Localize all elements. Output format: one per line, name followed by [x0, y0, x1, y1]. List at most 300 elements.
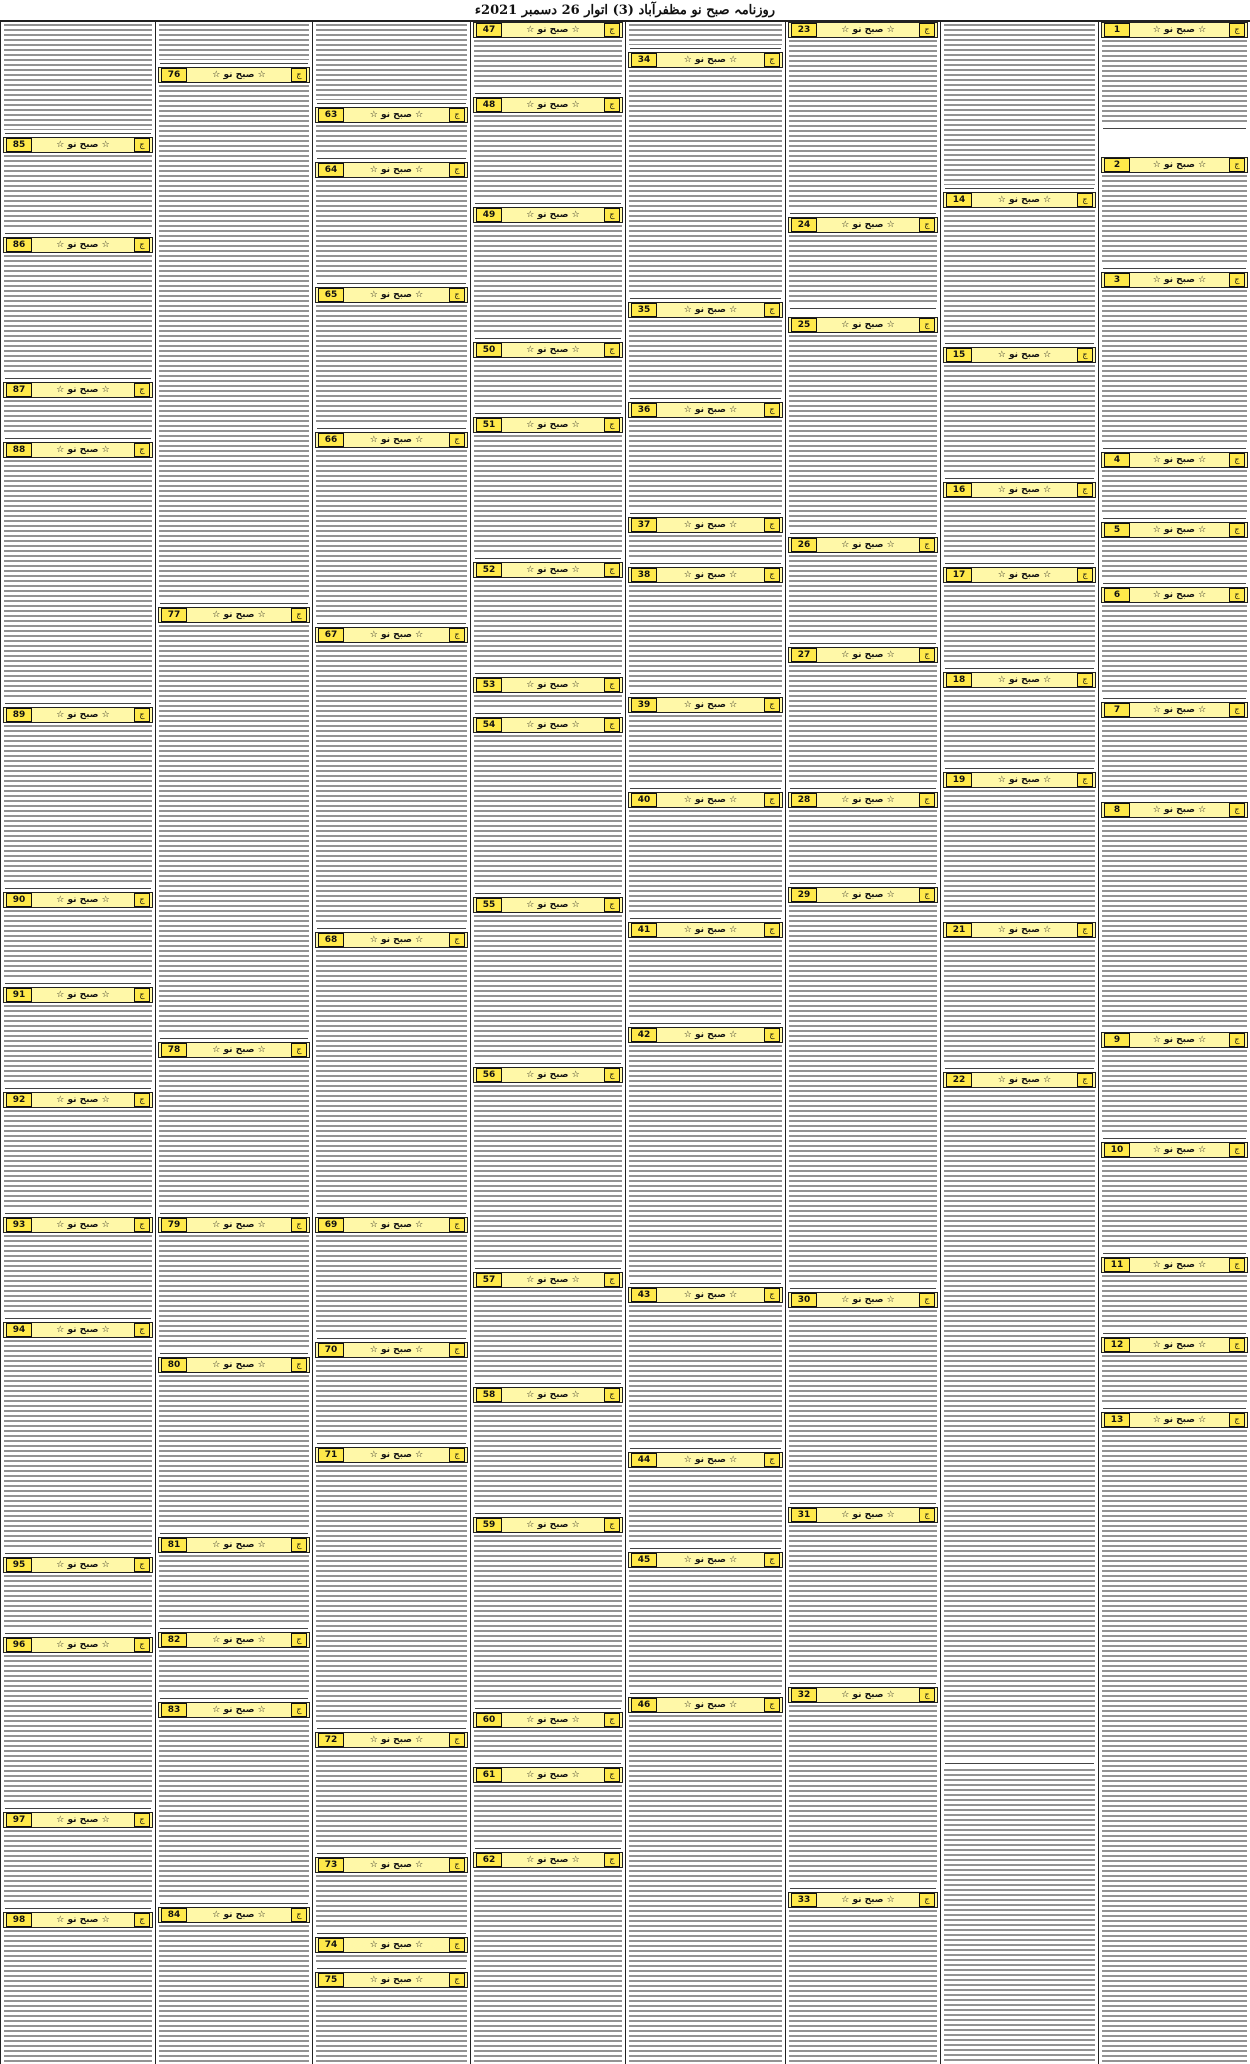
notice-74 [313, 1937, 470, 1967]
notice-separator [317, 428, 466, 429]
notice-header [315, 932, 468, 948]
notice-number: 42 [631, 1028, 657, 1042]
notice-header [3, 892, 153, 908]
notice-number: 91 [6, 988, 32, 1002]
notice-stamp: ☆ صبح نو ☆ [212, 70, 266, 80]
notice-stamp: ☆ صبح نو ☆ [212, 610, 266, 620]
notice-stamp: ☆ صبح نو ☆ [997, 485, 1052, 495]
notice-header [3, 1557, 153, 1573]
notice-stamp: ☆ صبح نو ☆ [1152, 455, 1207, 465]
notice-badge: ج [764, 1288, 780, 1302]
notice-header [315, 1342, 468, 1358]
notice-number: 39 [631, 698, 657, 712]
notice-body-text [1102, 1430, 1247, 2062]
notice-stamp: ☆ صبح نو ☆ [1152, 1035, 1207, 1045]
notice-number: 38 [631, 568, 657, 582]
notice-badge: ج [134, 1813, 150, 1827]
notice-stamp: ☆ صبح نو ☆ [683, 795, 738, 805]
notice-number: 73 [318, 1858, 344, 1872]
notice-badge: ج [1229, 453, 1245, 467]
column-8 [0, 22, 155, 2064]
notice-body-text [944, 500, 1095, 560]
notice-badge: ج [604, 343, 620, 357]
notice-badge: ج [291, 1218, 307, 1232]
notice-header [1101, 1337, 1248, 1353]
notice-badge: ج [449, 1938, 465, 1952]
notice-body-text [474, 1785, 622, 1845]
notice-41 [626, 922, 785, 1022]
notice-number: 36 [631, 403, 657, 417]
notice-28 [786, 792, 940, 882]
notice-number: 65 [318, 288, 344, 302]
notice-68 [313, 932, 470, 1212]
notice-body-text [316, 305, 467, 425]
notice-body-text [629, 940, 782, 1020]
notice-78 [156, 1042, 312, 1212]
notice-35 [626, 302, 785, 397]
notice-number: 17 [946, 568, 972, 582]
notice-body-text [944, 24, 1095, 185]
notice-separator [1103, 128, 1246, 129]
notice-badge: ج [1229, 1338, 1245, 1352]
notice-body-text [629, 320, 782, 395]
notice-number: 85 [6, 138, 32, 152]
notice-stamp: ☆ صبح نو ☆ [56, 710, 110, 720]
notice-stamp: ☆ صبح نو ☆ [369, 435, 424, 445]
notice-header [788, 1507, 938, 1523]
notice-number: 52 [476, 563, 502, 577]
notice-badge: ج [1077, 348, 1093, 362]
notice-body-text [629, 810, 782, 915]
notice-body-text [1102, 175, 1247, 265]
notice-body-text [474, 1730, 622, 1760]
notice-header [943, 1072, 1096, 1088]
notice-separator [475, 1383, 621, 1384]
notice-badge: ج [919, 1688, 935, 1702]
notice-badge: ج [134, 1323, 150, 1337]
notice-separator [317, 1443, 466, 1444]
notice-badge: ج [604, 208, 620, 222]
notice-stamp: ☆ صبح نو ☆ [1152, 160, 1207, 170]
notice-number: 49 [476, 208, 502, 222]
notice-separator [5, 1808, 151, 1809]
notice-87 [1, 382, 155, 437]
notice-header [3, 987, 153, 1003]
notice-body-text [4, 1830, 152, 1905]
notice-stamp: ☆ صبح نو ☆ [841, 1895, 895, 1905]
notice-92 [1, 1092, 155, 1212]
notice-30 [786, 1292, 940, 1502]
notice-badge: ج [764, 403, 780, 417]
notice-stamp: ☆ صبح نو ☆ [369, 1345, 424, 1355]
notice-header [788, 887, 938, 903]
notice-badge: ج [919, 1293, 935, 1307]
notice-stamp: ☆ صبح نو ☆ [683, 305, 738, 315]
notice-31 [786, 1507, 940, 1682]
notice-separator [160, 1903, 308, 1904]
notice-number: 77 [161, 608, 187, 622]
notice-34 [626, 52, 785, 297]
notice-18 [941, 672, 1098, 767]
notice-number: 86 [6, 238, 32, 252]
notice-66 [313, 432, 470, 622]
notice-header [788, 217, 938, 233]
notice-number: 50 [476, 343, 502, 357]
notice-header [1101, 587, 1248, 603]
notice-body-text [4, 400, 152, 435]
notice-body-text [789, 1525, 937, 1680]
notice-number: 75 [318, 1973, 344, 1987]
notice-54 [471, 717, 625, 892]
notice-badge: ج [919, 1893, 935, 1907]
notice-badge: ج [604, 1388, 620, 1402]
masthead: روزنامہ صبح نو مظفرآباد (3) اتوار 26 دسمبر 2021ء [0, 0, 1250, 22]
notice-number: 83 [161, 1703, 187, 1717]
notice-number: 67 [318, 628, 344, 642]
notice-body-text [316, 180, 467, 280]
notice-stamp: ☆ صبح نو ☆ [369, 165, 424, 175]
notice-number: 2 [1104, 158, 1130, 172]
notice-separator [317, 1933, 466, 1934]
notice-stamp: ☆ صبح نو ☆ [841, 320, 895, 330]
notice-header [1101, 1142, 1248, 1158]
notice-separator [160, 1533, 308, 1534]
notice-separator [5, 1633, 151, 1634]
notice-stamp: ☆ صبح نو ☆ [526, 345, 580, 355]
notice-header [943, 922, 1096, 938]
notice-header [315, 1217, 468, 1233]
notice-body-text [4, 1235, 152, 1315]
notice-header [3, 382, 153, 398]
notice-header [3, 1092, 153, 1108]
notice-header [788, 317, 938, 333]
notice-header [473, 897, 623, 913]
notice-separator [160, 1628, 308, 1629]
notice-number: 59 [476, 1518, 502, 1532]
notice-separator [5, 378, 151, 379]
notice-body-text [4, 1930, 152, 2062]
notice-77 [156, 607, 312, 1037]
notice-number: 28 [791, 793, 817, 807]
notice-45 [626, 1552, 785, 1692]
column-3 [785, 22, 940, 2064]
notice-badge: ج [604, 1853, 620, 1867]
notice-header [1101, 1412, 1248, 1428]
notice-body-text [1102, 1160, 1247, 1250]
notice-badge: ج [134, 708, 150, 722]
notice-number: 94 [6, 1323, 32, 1337]
notice-body-text [159, 85, 309, 600]
notice-badge: ج [919, 888, 935, 902]
notice-header [473, 342, 623, 358]
notice-52 [471, 562, 625, 672]
notice-badge: ج [449, 433, 465, 447]
notice-number: 76 [161, 68, 187, 82]
notice-stamp: ☆ صبح نو ☆ [369, 1220, 424, 1230]
notice-separator [1103, 1253, 1246, 1254]
notice-body-text [159, 1720, 309, 1900]
notice-stamp: ☆ صبح نو ☆ [56, 1915, 110, 1925]
notice-body-text [629, 420, 782, 510]
notice-number: 89 [6, 708, 32, 722]
notice-badge: ج [764, 1553, 780, 1567]
notice-body-text [629, 1305, 782, 1445]
notice-15 [941, 347, 1098, 477]
notice-body-text [1102, 1050, 1247, 1135]
notice-body-text [474, 1870, 622, 2062]
notice-body-text [1102, 1355, 1247, 1405]
notice-body-text [4, 1340, 152, 1550]
notice-49 [471, 207, 625, 337]
notice-stamp: ☆ صبح نو ☆ [683, 1700, 738, 1710]
notice-header [1101, 702, 1248, 718]
notice-separator [790, 533, 936, 534]
notice-body-text [944, 1769, 1095, 2062]
column-4 [625, 22, 785, 2064]
notice-badge: ج [604, 1068, 620, 1082]
notice-separator [5, 133, 151, 134]
notice-number: 23 [791, 23, 817, 37]
notice-number: 15 [946, 348, 972, 362]
notice-number: 66 [318, 433, 344, 447]
notice-header [473, 1517, 623, 1533]
notice-header [315, 627, 468, 643]
notice-82 [156, 1632, 312, 1697]
notice-body-text [316, 645, 467, 925]
notice-number: 18 [946, 673, 972, 687]
notice-separator [5, 1088, 151, 1089]
notice-separator [630, 1283, 781, 1284]
notice-separator [5, 233, 151, 234]
notice-body-text [159, 625, 309, 1035]
notice-c4-top [626, 22, 785, 47]
notice-separator [790, 308, 936, 309]
notice-header [1101, 157, 1248, 173]
notice-badge: ج [1229, 588, 1245, 602]
notice-73 [313, 1857, 470, 1932]
notice-number: 8 [1104, 803, 1130, 817]
notice-stamp: ☆ صبح نو ☆ [997, 1075, 1052, 1085]
notice-badge: ج [134, 893, 150, 907]
notice-separator [317, 1338, 466, 1339]
notice-stamp: ☆ صبح نو ☆ [369, 1450, 424, 1460]
notice-header [788, 22, 938, 38]
notice-body-text [944, 1090, 1095, 1760]
notice-badge: ج [1077, 1073, 1093, 1087]
notice-header [158, 1357, 310, 1373]
notice-12 [1099, 1337, 1250, 1407]
notice-separator [945, 1763, 1094, 1764]
notice-c7-top [156, 22, 312, 62]
notice-badge: ج [134, 1638, 150, 1652]
notice-badge: ج [764, 1698, 780, 1712]
notice-14 [941, 192, 1098, 342]
notice-separator [475, 713, 621, 714]
notice-badge: ج [449, 1733, 465, 1747]
notice-stamp: ☆ صبح نو ☆ [526, 210, 580, 220]
notice-separator [1103, 1138, 1246, 1139]
notice-separator [945, 668, 1094, 669]
notice-badge: ج [134, 138, 150, 152]
notice-body-text [789, 1310, 937, 1500]
notice-53 [471, 677, 625, 712]
notice-header [788, 1892, 938, 1908]
notice-number: 68 [318, 933, 344, 947]
notice-79 [156, 1217, 312, 1352]
column-1 [1098, 22, 1250, 2064]
notice-body-text [316, 125, 467, 155]
notice-header [628, 792, 783, 808]
notice-header [943, 772, 1096, 788]
notice-stamp: ☆ صبح نو ☆ [56, 140, 110, 150]
notice-stamp: ☆ صبح نو ☆ [369, 110, 424, 120]
notice-badge: ج [919, 793, 935, 807]
notice-number: 51 [476, 418, 502, 432]
notice-33 [786, 1892, 940, 2064]
notice-stamp: ☆ صبح نو ☆ [212, 1540, 266, 1550]
notice-badge: ج [1077, 923, 1093, 937]
notice-stamp: ☆ صبح نو ☆ [526, 1770, 580, 1780]
notice-56 [471, 1067, 625, 1267]
notice-badge: ج [604, 563, 620, 577]
notice-number: 22 [946, 1073, 972, 1087]
notice-body-text [4, 1110, 152, 1210]
notice-badge: ج [1077, 773, 1093, 787]
notice-51 [471, 417, 625, 557]
notice-47 [471, 22, 625, 92]
notice-body-text [789, 40, 937, 210]
notice-separator [1103, 583, 1246, 584]
notice-badge: ج [604, 1518, 620, 1532]
notice-58 [471, 1387, 625, 1512]
notice-body-text [1102, 290, 1247, 445]
notice-header [628, 402, 783, 418]
notice-body-text [474, 735, 622, 890]
notice-body-text [159, 1650, 309, 1695]
notice-separator [945, 1068, 1094, 1069]
notice-76 [156, 67, 312, 602]
notice-stamp: ☆ صبح نو ☆ [56, 240, 110, 250]
notice-8 [1099, 802, 1250, 1032]
notice-29 [786, 887, 940, 1287]
notice-separator [475, 893, 621, 894]
notice-header [628, 1027, 783, 1043]
notice-number: 70 [318, 1343, 344, 1357]
notice-badge: ج [291, 1703, 307, 1717]
notice-badge: ج [449, 1218, 465, 1232]
notice-stamp: ☆ صبح نو ☆ [1152, 25, 1207, 35]
notice-header [628, 517, 783, 533]
notice-body-text [629, 1470, 782, 1545]
notice-separator [475, 1763, 621, 1764]
notice-stamp: ☆ صبح نو ☆ [369, 630, 424, 640]
notice-32 [786, 1687, 940, 1887]
notice-body-text [4, 1655, 152, 1805]
notice-number: 72 [318, 1733, 344, 1747]
notice-badge: ج [604, 1273, 620, 1287]
notice-number: 12 [1104, 1338, 1130, 1352]
notice-header [473, 417, 623, 433]
column-5 [470, 22, 625, 2064]
notice-number: 57 [476, 1273, 502, 1287]
notice-header [1101, 452, 1248, 468]
notice-header [315, 107, 468, 123]
notice-body-text [1102, 1275, 1247, 1330]
notice-stamp: ☆ صبح نو ☆ [56, 1095, 110, 1105]
notice-number: 21 [946, 923, 972, 937]
notice-number: 4 [1104, 453, 1130, 467]
notice-separator [630, 1693, 781, 1694]
notice-number: 10 [1104, 1143, 1130, 1157]
notice-number: 32 [791, 1688, 817, 1702]
notice-61 [471, 1767, 625, 1847]
notice-number: 54 [476, 718, 502, 732]
notice-stamp: ☆ صبح نو ☆ [526, 1275, 580, 1285]
notice-separator [317, 283, 466, 284]
notice-stamp: ☆ صبح نو ☆ [841, 795, 895, 805]
notice-stamp: ☆ صبح نو ☆ [212, 1635, 266, 1645]
notice-separator [5, 1553, 151, 1554]
notice-71 [313, 1447, 470, 1727]
notice-separator [630, 298, 781, 299]
notice-body-text [1102, 720, 1247, 800]
notice-separator [630, 918, 781, 919]
notice-separator [475, 1268, 621, 1269]
notice-42 [626, 1027, 785, 1282]
notice-body-text [4, 24, 152, 130]
notice-stamp: ☆ صبح نو ☆ [212, 1705, 266, 1715]
notice-number: 90 [6, 893, 32, 907]
notice-separator [475, 413, 621, 414]
notice-body-text [4, 460, 152, 700]
notice-number: 24 [791, 218, 817, 232]
notice-header [628, 1552, 783, 1568]
notice-81 [156, 1537, 312, 1627]
notice-body-text [316, 1360, 467, 1440]
notice-stamp: ☆ صبح نو ☆ [997, 925, 1052, 935]
notice-9 [1099, 1032, 1250, 1137]
notice-44 [626, 1452, 785, 1547]
notice-number: 1 [1104, 23, 1130, 37]
notice-body-text [474, 40, 622, 90]
notice-number: 31 [791, 1508, 817, 1522]
notice-stamp: ☆ صبح نو ☆ [683, 700, 738, 710]
notice-header [1101, 802, 1248, 818]
notice-badge: ج [134, 1558, 150, 1572]
notice-separator [945, 768, 1094, 769]
notice-19 [941, 772, 1098, 922]
notice-header [3, 237, 153, 253]
notice-badge: ج [764, 793, 780, 807]
notice-body-text [629, 715, 782, 785]
notice-body-text [789, 905, 937, 1285]
notice-header [628, 1697, 783, 1713]
notice-stamp: ☆ صبح نو ☆ [56, 385, 110, 395]
notice-stamp: ☆ صبح نو ☆ [369, 1860, 424, 1870]
notice-stamp: ☆ صبح نو ☆ [1152, 525, 1207, 535]
notice-body-text [316, 1235, 467, 1335]
notice-body-text [159, 1555, 309, 1625]
notice-stamp: ☆ صبح نو ☆ [997, 775, 1052, 785]
notice-55 [471, 897, 625, 1062]
notice-stamp: ☆ صبح نو ☆ [1152, 1415, 1207, 1425]
notice-body-text [316, 1465, 467, 1725]
notice-separator [945, 478, 1094, 479]
notice-number: 79 [161, 1218, 187, 1232]
notice-badge: ج [291, 608, 307, 622]
notice-body-text [474, 915, 622, 1060]
notice-number: 87 [6, 383, 32, 397]
